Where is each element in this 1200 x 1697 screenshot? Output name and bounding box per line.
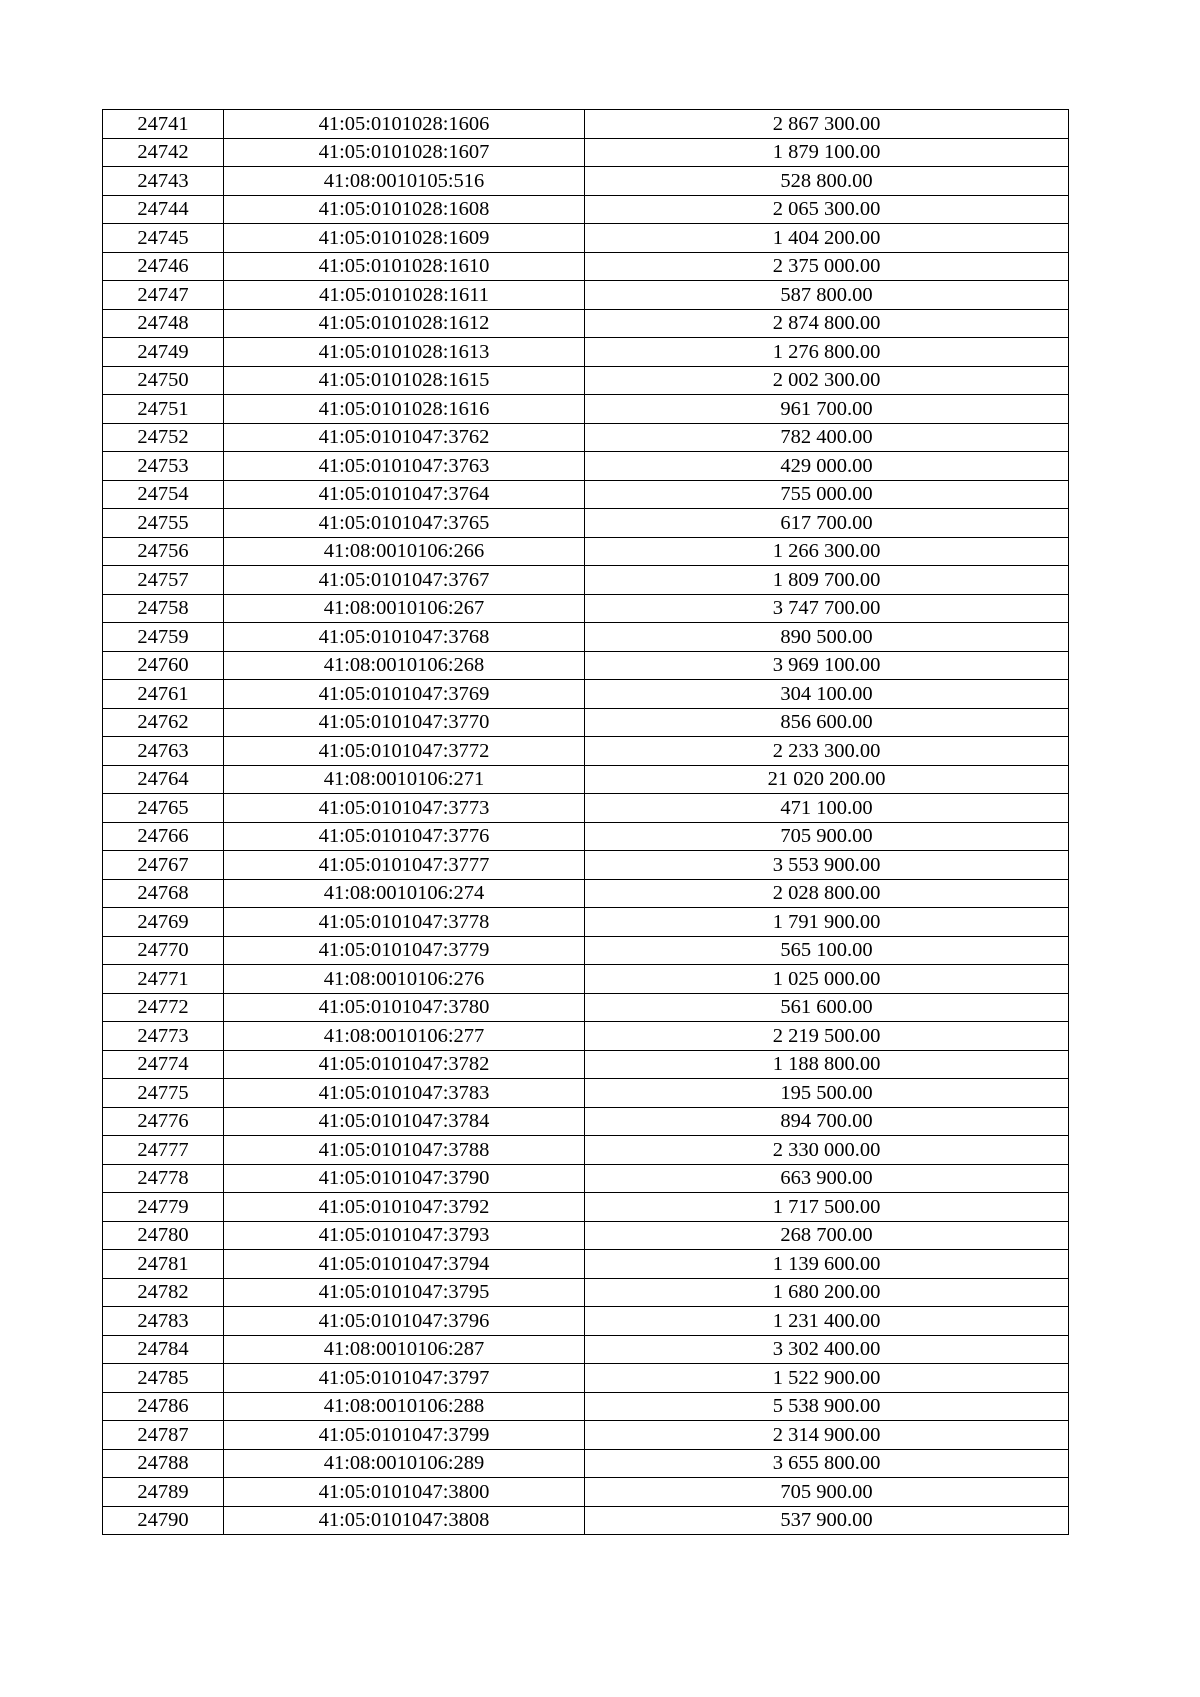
cadastral-value-cell: 1 809 700.00 xyxy=(585,566,1069,595)
cadastral-value-cell: 3 969 100.00 xyxy=(585,651,1069,680)
table-row xyxy=(103,936,1069,965)
cadastral-value-cell: 561 600.00 xyxy=(585,993,1069,1022)
row-number-cell: 24745 xyxy=(103,224,224,253)
table-row xyxy=(103,281,1069,310)
row-number-cell: 24765 xyxy=(103,794,224,823)
row-number-cell: 24763 xyxy=(103,737,224,766)
table-row xyxy=(103,1107,1069,1136)
row-number-cell: 24746 xyxy=(103,252,224,281)
table-row xyxy=(103,1164,1069,1193)
cadastral-value-cell: 894 700.00 xyxy=(585,1107,1069,1136)
cadastral-value-cell: 2 874 800.00 xyxy=(585,309,1069,338)
cadastral-number-cell: 41:05:0101047:3770 xyxy=(224,708,585,737)
cadastral-value-cell: 1 025 000.00 xyxy=(585,965,1069,994)
cadastral-value-cell: 2 867 300.00 xyxy=(585,110,1069,139)
cadastral-number-cell: 41:05:0101047:3765 xyxy=(224,509,585,538)
cadastral-number-cell: 41:05:0101028:1616 xyxy=(224,395,585,424)
table-row xyxy=(103,822,1069,851)
cadastral-number-cell: 41:08:0010106:277 xyxy=(224,1022,585,1051)
row-number-cell: 24766 xyxy=(103,822,224,851)
cadastral-number-cell: 41:08:0010106:274 xyxy=(224,879,585,908)
table-row xyxy=(103,509,1069,538)
row-number-cell: 24744 xyxy=(103,195,224,224)
row-number-cell: 24772 xyxy=(103,993,224,1022)
table-row xyxy=(103,480,1069,509)
cadastral-value-cell: 1 276 800.00 xyxy=(585,338,1069,367)
cadastral-number-cell: 41:05:0101047:3782 xyxy=(224,1050,585,1079)
table-row xyxy=(103,110,1069,139)
row-number-cell: 24767 xyxy=(103,851,224,880)
cadastral-number-cell: 41:05:0101047:3780 xyxy=(224,993,585,1022)
table-row xyxy=(103,794,1069,823)
cadastral-number-cell: 41:05:0101047:3783 xyxy=(224,1079,585,1108)
row-number-cell: 24775 xyxy=(103,1079,224,1108)
row-number-cell: 24784 xyxy=(103,1335,224,1364)
cadastral-number-cell: 41:08:0010106:289 xyxy=(224,1449,585,1478)
cadastral-number-cell: 41:05:0101047:3799 xyxy=(224,1421,585,1450)
cadastral-value-cell: 2 028 800.00 xyxy=(585,879,1069,908)
row-number-cell: 24743 xyxy=(103,167,224,196)
cadastral-number-cell: 41:05:0101028:1607 xyxy=(224,138,585,167)
cadastral-value-cell: 3 302 400.00 xyxy=(585,1335,1069,1364)
cadastral-value-cell: 1 404 200.00 xyxy=(585,224,1069,253)
cadastral-value-cell: 537 900.00 xyxy=(585,1506,1069,1535)
table-row xyxy=(103,338,1069,367)
table-row xyxy=(103,1079,1069,1108)
row-number-cell: 24782 xyxy=(103,1278,224,1307)
cadastral-value-cell: 1 791 900.00 xyxy=(585,908,1069,937)
table-row xyxy=(103,395,1069,424)
cadastral-value-cell: 961 700.00 xyxy=(585,395,1069,424)
row-number-cell: 24778 xyxy=(103,1164,224,1193)
table-row xyxy=(103,708,1069,737)
row-number-cell: 24790 xyxy=(103,1506,224,1535)
table-row xyxy=(103,908,1069,937)
cadastral-value-cell: 1 266 300.00 xyxy=(585,537,1069,566)
cadastral-number-cell: 41:05:0101047:3788 xyxy=(224,1136,585,1165)
cadastral-value-cell: 268 700.00 xyxy=(585,1221,1069,1250)
cadastral-value-table xyxy=(102,109,1069,1535)
cadastral-value-cell: 1 231 400.00 xyxy=(585,1307,1069,1336)
cadastral-number-cell: 41:05:0101047:3777 xyxy=(224,851,585,880)
row-number-cell: 24751 xyxy=(103,395,224,424)
cadastral-value-cell: 705 900.00 xyxy=(585,822,1069,851)
cadastral-number-cell: 41:05:0101028:1612 xyxy=(224,309,585,338)
cadastral-number-cell: 41:05:0101047:3764 xyxy=(224,480,585,509)
cadastral-value-cell: 471 100.00 xyxy=(585,794,1069,823)
table-row xyxy=(103,1364,1069,1393)
cadastral-value-cell: 705 900.00 xyxy=(585,1478,1069,1507)
table-row xyxy=(103,1449,1069,1478)
row-number-cell: 24781 xyxy=(103,1250,224,1279)
cadastral-value-cell: 429 000.00 xyxy=(585,452,1069,481)
cadastral-value-cell: 2 314 900.00 xyxy=(585,1421,1069,1450)
cadastral-value-cell: 1 522 900.00 xyxy=(585,1364,1069,1393)
cadastral-number-cell: 41:05:0101028:1606 xyxy=(224,110,585,139)
table-row xyxy=(103,1250,1069,1279)
row-number-cell: 24759 xyxy=(103,623,224,652)
table-row xyxy=(103,252,1069,281)
row-number-cell: 24756 xyxy=(103,537,224,566)
cadastral-number-cell: 41:05:0101047:3768 xyxy=(224,623,585,652)
cadastral-value-cell: 1 717 500.00 xyxy=(585,1193,1069,1222)
row-number-cell: 24789 xyxy=(103,1478,224,1507)
row-number-cell: 24779 xyxy=(103,1193,224,1222)
cadastral-value-cell: 1 139 600.00 xyxy=(585,1250,1069,1279)
table-row xyxy=(103,195,1069,224)
cadastral-value-cell: 663 900.00 xyxy=(585,1164,1069,1193)
row-number-cell: 24755 xyxy=(103,509,224,538)
table-row xyxy=(103,680,1069,709)
row-number-cell: 24753 xyxy=(103,452,224,481)
table-body xyxy=(103,110,1069,1535)
row-number-cell: 24741 xyxy=(103,110,224,139)
cadastral-value-cell: 2 375 000.00 xyxy=(585,252,1069,281)
cadastral-number-cell: 41:05:0101028:1613 xyxy=(224,338,585,367)
row-number-cell: 24758 xyxy=(103,594,224,623)
row-number-cell: 24777 xyxy=(103,1136,224,1165)
table-row xyxy=(103,138,1069,167)
row-number-cell: 24762 xyxy=(103,708,224,737)
cadastral-number-cell: 41:05:0101047:3808 xyxy=(224,1506,585,1535)
cadastral-value-cell: 195 500.00 xyxy=(585,1079,1069,1108)
cadastral-number-cell: 41:05:0101047:3793 xyxy=(224,1221,585,1250)
cadastral-value-cell: 3 747 700.00 xyxy=(585,594,1069,623)
table-row xyxy=(103,566,1069,595)
row-number-cell: 24754 xyxy=(103,480,224,509)
cadastral-value-cell: 3 655 800.00 xyxy=(585,1449,1069,1478)
cadastral-number-cell: 41:05:0101047:3784 xyxy=(224,1107,585,1136)
table-row xyxy=(103,309,1069,338)
row-number-cell: 24783 xyxy=(103,1307,224,1336)
cadastral-value-cell: 5 538 900.00 xyxy=(585,1392,1069,1421)
cadastral-number-cell: 41:08:0010106:288 xyxy=(224,1392,585,1421)
row-number-cell: 24771 xyxy=(103,965,224,994)
table-row xyxy=(103,224,1069,253)
table-row xyxy=(103,1050,1069,1079)
cadastral-value-cell: 1 188 800.00 xyxy=(585,1050,1069,1079)
cadastral-number-cell: 41:08:0010106:276 xyxy=(224,965,585,994)
cadastral-value-cell: 587 800.00 xyxy=(585,281,1069,310)
cadastral-number-cell: 41:05:0101047:3772 xyxy=(224,737,585,766)
cadastral-number-cell: 41:08:0010106:267 xyxy=(224,594,585,623)
cadastral-number-cell: 41:05:0101028:1609 xyxy=(224,224,585,253)
cadastral-number-cell: 41:05:0101047:3773 xyxy=(224,794,585,823)
cadastral-number-cell: 41:05:0101028:1611 xyxy=(224,281,585,310)
cadastral-number-cell: 41:05:0101028:1610 xyxy=(224,252,585,281)
row-number-cell: 24770 xyxy=(103,936,224,965)
row-number-cell: 24752 xyxy=(103,423,224,452)
row-number-cell: 24769 xyxy=(103,908,224,937)
cadastral-number-cell: 41:05:0101047:3795 xyxy=(224,1278,585,1307)
table-row xyxy=(103,623,1069,652)
cadastral-number-cell: 41:08:0010106:268 xyxy=(224,651,585,680)
cadastral-number-cell: 41:05:0101047:3769 xyxy=(224,680,585,709)
table-row xyxy=(103,1307,1069,1336)
cadastral-number-cell: 41:05:0101047:3800 xyxy=(224,1478,585,1507)
row-number-cell: 24786 xyxy=(103,1392,224,1421)
row-number-cell: 24787 xyxy=(103,1421,224,1450)
table-row xyxy=(103,1335,1069,1364)
table-row xyxy=(103,1421,1069,1450)
table-row xyxy=(103,1478,1069,1507)
cadastral-number-cell: 41:08:0010106:266 xyxy=(224,537,585,566)
cadastral-value-cell: 617 700.00 xyxy=(585,509,1069,538)
cadastral-value-cell: 890 500.00 xyxy=(585,623,1069,652)
table-row xyxy=(103,765,1069,794)
cadastral-number-cell: 41:08:0010105:516 xyxy=(224,167,585,196)
cadastral-number-cell: 41:05:0101047:3778 xyxy=(224,908,585,937)
row-number-cell: 24788 xyxy=(103,1449,224,1478)
cadastral-number-cell: 41:05:0101028:1608 xyxy=(224,195,585,224)
table-row xyxy=(103,1392,1069,1421)
cadastral-value-cell: 2 219 500.00 xyxy=(585,1022,1069,1051)
table-row xyxy=(103,851,1069,880)
row-number-cell: 24776 xyxy=(103,1107,224,1136)
cadastral-number-cell: 41:08:0010106:287 xyxy=(224,1335,585,1364)
cadastral-value-cell: 528 800.00 xyxy=(585,167,1069,196)
table-row xyxy=(103,965,1069,994)
row-number-cell: 24747 xyxy=(103,281,224,310)
cadastral-value-cell: 304 100.00 xyxy=(585,680,1069,709)
table-row xyxy=(103,1221,1069,1250)
row-number-cell: 24761 xyxy=(103,680,224,709)
cadastral-value-cell: 2 002 300.00 xyxy=(585,366,1069,395)
table-row xyxy=(103,452,1069,481)
cadastral-number-cell: 41:05:0101047:3794 xyxy=(224,1250,585,1279)
row-number-cell: 24760 xyxy=(103,651,224,680)
row-number-cell: 24749 xyxy=(103,338,224,367)
table-row xyxy=(103,737,1069,766)
row-number-cell: 24785 xyxy=(103,1364,224,1393)
row-number-cell: 24757 xyxy=(103,566,224,595)
cadastral-value-cell: 755 000.00 xyxy=(585,480,1069,509)
row-number-cell: 24780 xyxy=(103,1221,224,1250)
row-number-cell: 24742 xyxy=(103,138,224,167)
table-row xyxy=(103,1136,1069,1165)
table-row xyxy=(103,594,1069,623)
cadastral-value-cell: 782 400.00 xyxy=(585,423,1069,452)
table-row xyxy=(103,651,1069,680)
table-row xyxy=(103,993,1069,1022)
cadastral-value-cell: 1 879 100.00 xyxy=(585,138,1069,167)
cadastral-number-cell: 41:05:0101047:3796 xyxy=(224,1307,585,1336)
row-number-cell: 24748 xyxy=(103,309,224,338)
table-row xyxy=(103,537,1069,566)
cadastral-number-cell: 41:05:0101028:1615 xyxy=(224,366,585,395)
cadastral-number-cell: 41:05:0101047:3797 xyxy=(224,1364,585,1393)
cadastral-number-cell: 41:05:0101047:3762 xyxy=(224,423,585,452)
table-row xyxy=(103,879,1069,908)
table-row xyxy=(103,1278,1069,1307)
table-row xyxy=(103,366,1069,395)
cadastral-value-cell: 2 330 000.00 xyxy=(585,1136,1069,1165)
cadastral-number-cell: 41:05:0101047:3763 xyxy=(224,452,585,481)
cadastral-number-cell: 41:05:0101047:3790 xyxy=(224,1164,585,1193)
cadastral-value-cell: 3 553 900.00 xyxy=(585,851,1069,880)
cadastral-value-cell: 2 065 300.00 xyxy=(585,195,1069,224)
table-row xyxy=(103,423,1069,452)
row-number-cell: 24768 xyxy=(103,879,224,908)
row-number-cell: 24750 xyxy=(103,366,224,395)
cadastral-number-cell: 41:08:0010106:271 xyxy=(224,765,585,794)
cadastral-number-cell: 41:05:0101047:3779 xyxy=(224,936,585,965)
table-row xyxy=(103,1193,1069,1222)
cadastral-number-cell: 41:05:0101047:3792 xyxy=(224,1193,585,1222)
table-row xyxy=(103,167,1069,196)
cadastral-value-cell: 2 233 300.00 xyxy=(585,737,1069,766)
row-number-cell: 24774 xyxy=(103,1050,224,1079)
table-row xyxy=(103,1506,1069,1535)
cadastral-number-cell: 41:05:0101047:3776 xyxy=(224,822,585,851)
row-number-cell: 24773 xyxy=(103,1022,224,1051)
row-number-cell: 24764 xyxy=(103,765,224,794)
table-row xyxy=(103,1022,1069,1051)
cadastral-value-cell: 21 020 200.00 xyxy=(585,765,1069,794)
cadastral-value-cell: 565 100.00 xyxy=(585,936,1069,965)
cadastral-value-cell: 856 600.00 xyxy=(585,708,1069,737)
cadastral-value-cell: 1 680 200.00 xyxy=(585,1278,1069,1307)
cadastral-number-cell: 41:05:0101047:3767 xyxy=(224,566,585,595)
